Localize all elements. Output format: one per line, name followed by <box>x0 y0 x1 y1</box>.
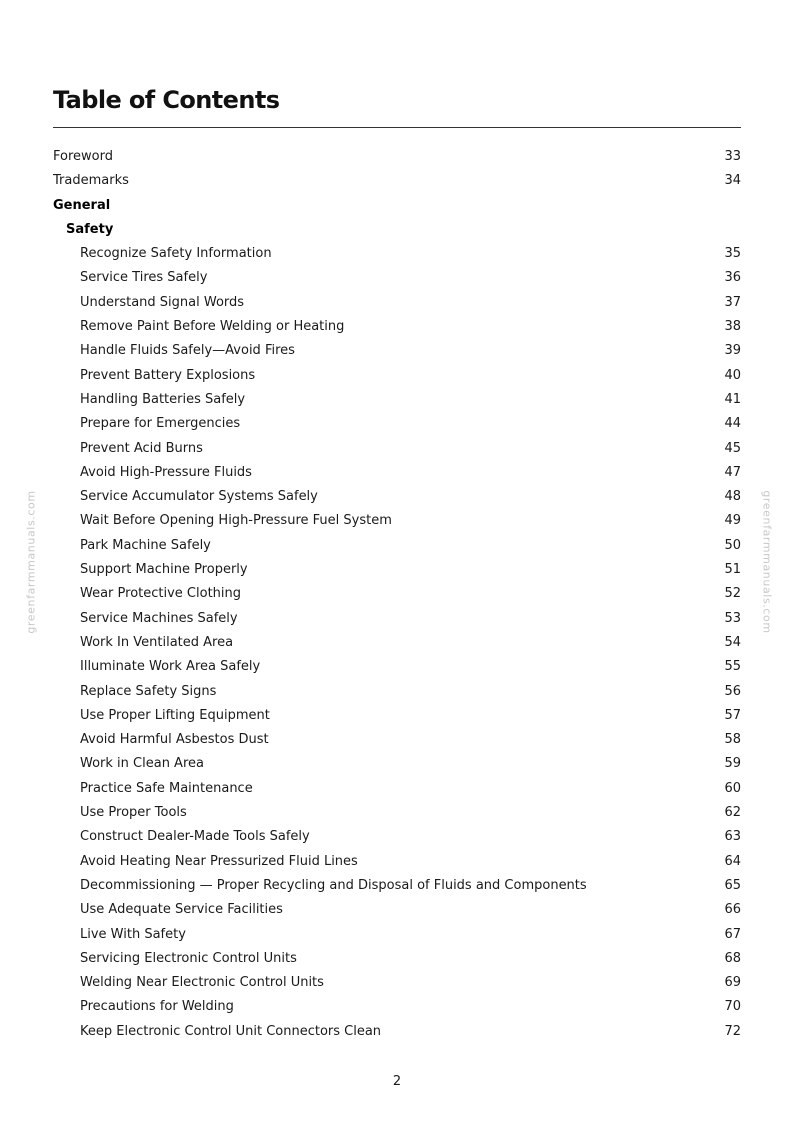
toc-entry-page-number: 54 <box>724 634 741 650</box>
toc-entry-label: Wait Before Opening High-Pressure Fuel System <box>80 513 392 529</box>
toc-entry-label: Avoid Harmful Asbestos Dust <box>80 732 269 748</box>
toc-entry-page-number: 70 <box>724 999 741 1015</box>
toc-entry[interactable] <box>53 947 741 971</box>
toc-entry[interactable] <box>53 461 741 485</box>
toc-entry[interactable] <box>53 169 741 193</box>
toc-entry-page-number: 37 <box>724 294 741 310</box>
toc-entry-page-number: 64 <box>724 853 741 869</box>
toc-entry[interactable] <box>53 874 741 898</box>
toc-entry-page-number: 58 <box>724 732 741 748</box>
toc-entry[interactable] <box>53 777 741 801</box>
title-divider <box>53 127 741 128</box>
toc-entry-page-number: 51 <box>724 562 741 578</box>
toc-entry-label: Decommissioning — Proper Recycling and Disposal of Fluids and Components <box>80 877 587 893</box>
toc-entry-label: Recognize Safety Information <box>80 246 272 262</box>
toc-entry-label: Remove Paint Before Welding or Heating <box>80 319 345 335</box>
toc-entry-label: Prepare for Emergencies <box>80 416 241 432</box>
toc-entry[interactable] <box>53 364 741 388</box>
toc-entry-page-number: 50 <box>724 537 741 553</box>
toc-entry[interactable] <box>53 680 741 704</box>
toc-entry-page-number: 69 <box>724 975 741 991</box>
toc-entry-page-number: 66 <box>724 902 741 918</box>
table-of-contents-list <box>53 145 741 1044</box>
toc-entry-page-number: 72 <box>724 1023 741 1039</box>
toc-entry[interactable] <box>53 266 741 290</box>
toc-entry[interactable] <box>53 923 741 947</box>
toc-entry[interactable] <box>53 825 741 849</box>
toc-entry-label: Service Tires Safely <box>80 270 208 286</box>
toc-entry-label: Use Proper Tools <box>80 805 187 821</box>
toc-entry[interactable] <box>53 437 741 461</box>
toc-entry[interactable] <box>53 339 741 363</box>
toc-entry-page-number: 45 <box>724 440 741 456</box>
toc-entry-label: Service Accumulator Systems Safely <box>80 489 318 505</box>
watermark-left: greenfarmmanuals.com <box>24 490 38 634</box>
toc-entry-label: Prevent Battery Explosions <box>80 367 256 383</box>
toc-entry-label: Replace Safety Signs <box>80 683 217 699</box>
toc-entry-page-number: 38 <box>724 319 741 335</box>
toc-entry-page-number: 55 <box>724 659 741 675</box>
toc-section-heading <box>53 218 741 242</box>
toc-entry-label: Park Machine Safely <box>80 537 211 553</box>
toc-entry-page-number: 36 <box>724 270 741 286</box>
toc-entry[interactable] <box>53 898 741 922</box>
toc-entry-page-number: 34 <box>724 173 741 189</box>
toc-entry-page-number: 41 <box>724 391 741 407</box>
toc-entry-page-number: 52 <box>724 586 741 602</box>
toc-entry-page-number: 49 <box>724 513 741 529</box>
toc-entry[interactable] <box>53 1020 741 1044</box>
toc-entry[interactable] <box>53 558 741 582</box>
toc-entry-label: Use Proper Lifting Equipment <box>80 707 270 723</box>
toc-entry-page-number: 40 <box>724 367 741 383</box>
page-title: Table of Contents <box>53 86 280 114</box>
toc-entry[interactable] <box>53 315 741 339</box>
toc-entry[interactable] <box>53 145 741 169</box>
toc-entry[interactable] <box>53 242 741 266</box>
toc-entry-page-number: 57 <box>724 707 741 723</box>
toc-entry[interactable] <box>53 485 741 509</box>
toc-entry-page-number: 60 <box>724 780 741 796</box>
toc-section-heading <box>53 194 741 218</box>
toc-entry[interactable] <box>53 971 741 995</box>
toc-entry[interactable] <box>53 850 741 874</box>
toc-entry-page-number: 39 <box>724 343 741 359</box>
toc-entry-label: Service Machines Safely <box>80 610 238 626</box>
toc-entry-page-number: 59 <box>724 756 741 772</box>
watermark-right: greenfarmmanuals.com <box>760 490 774 634</box>
toc-entry-page-number: 67 <box>724 926 741 942</box>
toc-entry-page-number: 56 <box>724 683 741 699</box>
toc-entry-label: Understand Signal Words <box>80 294 245 310</box>
toc-entry-label: Safety <box>66 221 114 237</box>
toc-entry-label: Welding Near Electronic Control Units <box>80 975 324 991</box>
toc-entry-label: Precautions for Welding <box>80 999 234 1015</box>
toc-entry[interactable] <box>53 752 741 776</box>
toc-entry-label: Foreword <box>53 149 113 164</box>
toc-entry-page-number: 48 <box>724 489 741 505</box>
toc-entry[interactable] <box>53 291 741 315</box>
toc-entry-label: Illuminate Work Area Safely <box>80 659 261 675</box>
toc-entry[interactable] <box>53 631 741 655</box>
toc-entry[interactable] <box>53 655 741 679</box>
toc-entry[interactable] <box>53 607 741 631</box>
toc-entry-label: Prevent Acid Burns <box>80 440 203 456</box>
toc-entry-page-number: 44 <box>724 416 741 432</box>
toc-entry-label: Practice Safe Maintenance <box>80 780 253 796</box>
toc-entry-label: Use Adequate Service Facilities <box>80 902 283 918</box>
toc-entry-label: Avoid High-Pressure Fluids <box>80 464 252 480</box>
page-number: 2 <box>392 1074 402 1089</box>
toc-entry-label: Avoid Heating Near Pressurized Fluid Lines <box>80 853 358 869</box>
toc-entry-label: Work in Clean Area <box>80 756 204 772</box>
toc-entry[interactable] <box>53 728 741 752</box>
toc-entry-label: General <box>53 197 111 213</box>
toc-entry[interactable] <box>53 388 741 412</box>
toc-entry-label: Wear Protective Clothing <box>80 586 242 602</box>
toc-entry-label: Work In Ventilated Area <box>80 634 234 650</box>
toc-entry-page-number: 68 <box>724 950 741 966</box>
toc-entry[interactable] <box>53 412 741 436</box>
toc-entry[interactable] <box>53 995 741 1019</box>
toc-entry-label: Live With Safety <box>80 926 186 942</box>
toc-entry[interactable] <box>53 801 741 825</box>
toc-entry-label: Servicing Electronic Control Units <box>80 950 297 966</box>
toc-entry-page-number: 53 <box>724 610 741 626</box>
toc-entry-page-number: 47 <box>724 464 741 480</box>
toc-entry-label: Handling Batteries Safely <box>80 391 246 407</box>
toc-entry-page-number: 65 <box>724 877 741 893</box>
toc-entry-label: Keep Electronic Control Unit Connectors Clean <box>80 1023 382 1039</box>
toc-entry[interactable] <box>53 704 741 728</box>
toc-entry[interactable] <box>53 509 741 533</box>
toc-entry-page-number: 35 <box>724 246 741 262</box>
toc-entry-label: Construct Dealer-Made Tools Safely <box>80 829 310 845</box>
toc-entry-label: Handle Fluids Safely—Avoid Fires <box>80 343 295 359</box>
toc-entry-label: Trademarks <box>53 173 129 189</box>
toc-entry-label: Support Machine Properly <box>80 562 248 578</box>
toc-entry[interactable] <box>53 534 741 558</box>
toc-entry-page-number: 63 <box>724 829 741 845</box>
toc-entry[interactable] <box>53 582 741 606</box>
toc-entry-page-number: 62 <box>724 805 741 821</box>
toc-entry-page-number: 33 <box>724 149 741 164</box>
